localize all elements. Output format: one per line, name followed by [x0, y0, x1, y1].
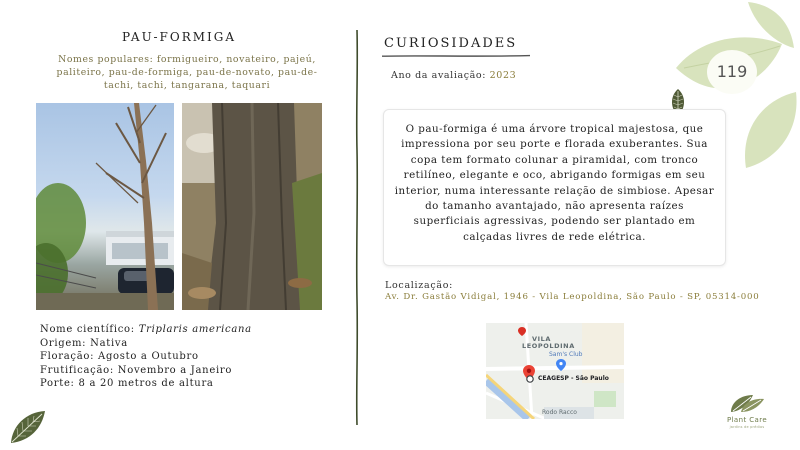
map-poi-dot-icon [526, 375, 534, 383]
map-poi-club: Sam's Club [549, 351, 583, 358]
fact-origin: Origem: Nativa [40, 337, 128, 349]
trunk-photo [182, 103, 322, 310]
location-label: Localização: [385, 280, 454, 291]
curiosity-card [383, 109, 726, 266]
bottom-leaf-icon [8, 408, 48, 446]
scientific-label: Nome científico: [40, 324, 135, 335]
species-facts [40, 323, 252, 391]
location-map[interactable] [486, 323, 624, 419]
brand-logo-icon [727, 392, 767, 414]
year-label: Ano da avaliação: [391, 70, 487, 81]
fact-size: Porte: 8 a 20 metros de altura [40, 378, 214, 390]
map-poi-bottom: Rodo Racco [542, 409, 577, 416]
map-district-line1: VILA [532, 335, 552, 343]
brand-name: Plant Care [726, 416, 768, 424]
fact-flowering: Floração: Agosto a Outubro [40, 351, 199, 363]
page-number: 119 [707, 50, 757, 94]
map-poi-main: CEAGESP - São Paulo [538, 375, 609, 382]
evaluation-year [391, 70, 516, 81]
brand-tagline: jardins de prédios [729, 425, 765, 429]
scientific-value: Triplaris americana [138, 324, 252, 335]
location-address: Av. Dr. Gastão Vidigal, 1946 - Vila Leopoldina, São Paulo - SP, 05314-000 [385, 292, 760, 302]
map-club-pin-icon [556, 359, 566, 371]
curiosity-text: O pau-formiga é uma árvore tropical majestosa, que impressiona por seu porte e florada exuberantes. Sua copa tem formato colunar a piramidal, com tronco retilíneo, elegante e oco, abrigando formigas em seu interior, numa interessante relação de simbiose. Apesar do tamanho avantajado, não apresenta raízes superficiais agressivas, podendo ser plantado em calçadas livres de rede elétrica. [394, 123, 715, 243]
heading-underline [382, 54, 530, 58]
species-title: PAU-FORMIGA [121, 30, 237, 44]
column-divider [352, 30, 362, 425]
fact-fruiting: Frutificação: Novembro a Janeiro [40, 364, 233, 376]
map-district-line2: LEOPOLDINA [522, 342, 575, 350]
fact-scientific-name [40, 323, 252, 337]
year-value: 2023 [489, 70, 517, 81]
map-red-poi-icon [518, 327, 526, 336]
tree-photo [36, 103, 174, 310]
popular-names: Nomes populares: formigueiro, novateiro, pajeú, paliteiro, pau-de-formiga, pau-de-novato, pau-de-tachi, tachi, tangarana, taquari [56, 54, 318, 91]
curiosities-heading: CURIOSIDADES [384, 36, 518, 51]
